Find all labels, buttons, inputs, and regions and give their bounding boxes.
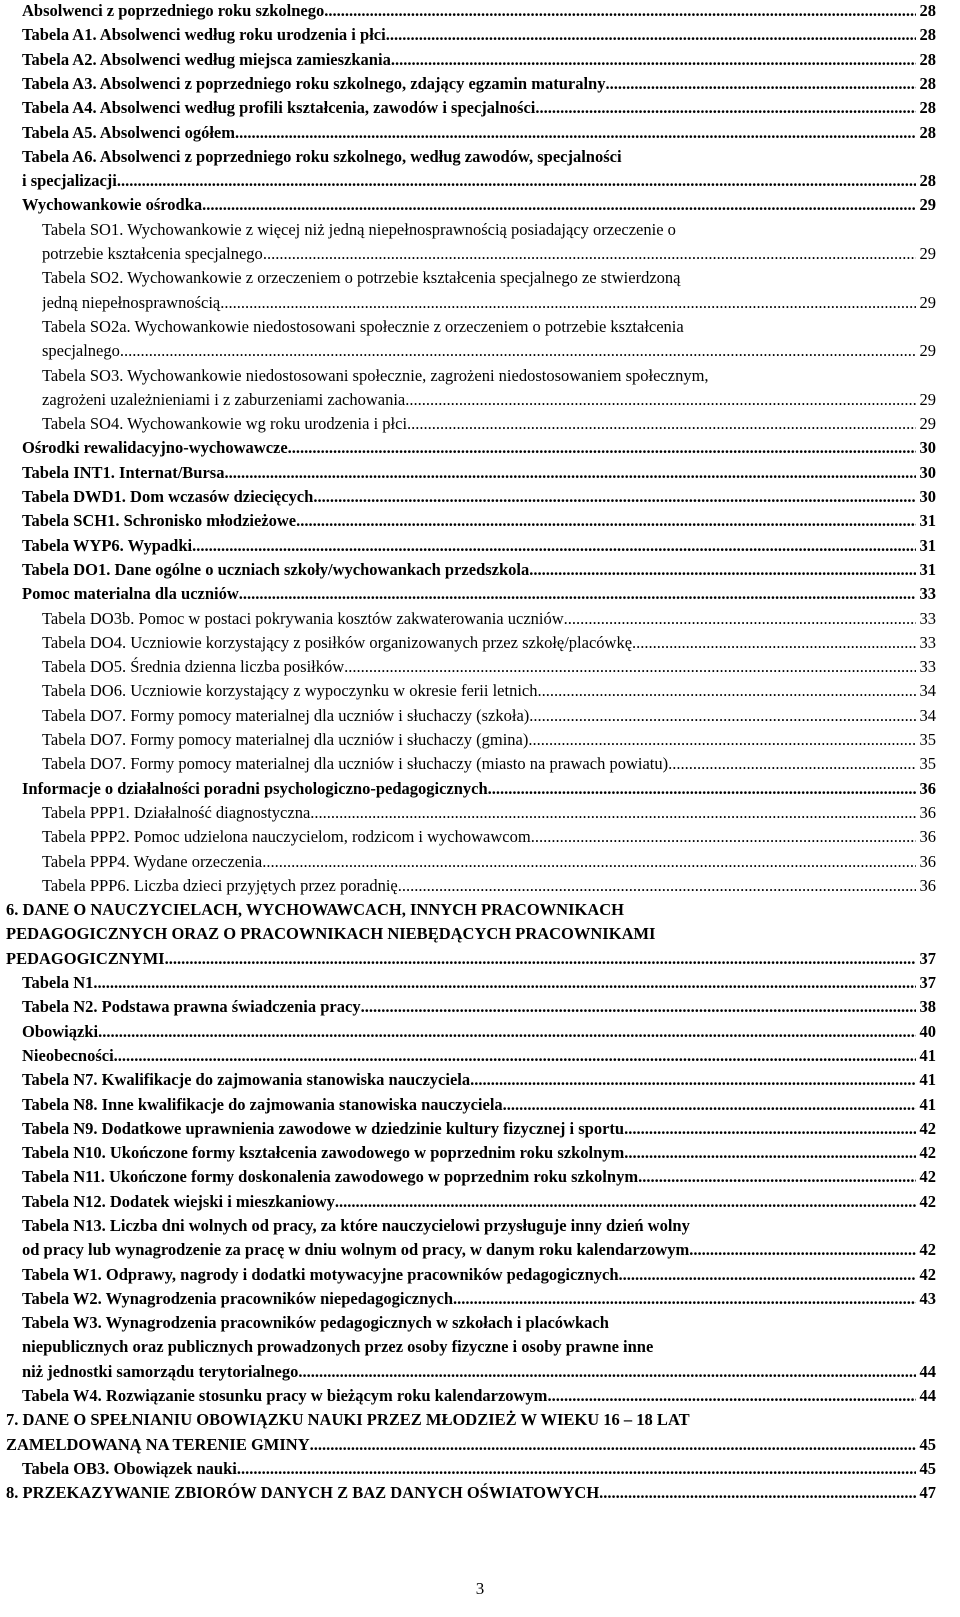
toc-entry[interactable] xyxy=(0,122,960,146)
toc-entry-title: Tabela SO2a. Wychowankowie niedostosowani społecznie z orzeczeniem o potrzebie kształcenia xyxy=(42,316,684,336)
dot-leader xyxy=(335,1191,916,1213)
toc-entry-title: Tabela DO5. Średnia dzienna liczba posiłków xyxy=(42,657,345,677)
toc-page-number: 40 xyxy=(919,1021,936,1041)
dot-leader xyxy=(398,875,916,897)
toc-page-number: 41 xyxy=(919,1045,936,1065)
dot-leader xyxy=(668,753,915,775)
toc-entry[interactable] xyxy=(0,1094,960,1118)
toc-entry-title: Tabela WYP6. Wypadki xyxy=(22,535,193,555)
toc-entry-title: Tabela PPP6. Liczba dzieci przyjętych przez poradnię xyxy=(42,875,398,895)
toc-entry[interactable] xyxy=(0,753,960,777)
toc-entry[interactable] xyxy=(0,875,960,899)
toc-entry[interactable] xyxy=(0,0,960,24)
dot-leader xyxy=(638,1166,915,1188)
toc-entry-title: niż jednostki samorządu terytorialnego xyxy=(22,1361,299,1381)
dot-leader xyxy=(503,1094,916,1116)
toc-entry[interactable] xyxy=(0,608,960,632)
toc-entry-title: Tabela N1 xyxy=(22,973,94,992)
toc-entry[interactable] xyxy=(0,802,960,826)
dot-leader xyxy=(220,292,915,314)
toc-entry[interactable] xyxy=(0,851,960,875)
toc-entry[interactable] xyxy=(0,1288,960,1312)
toc-page-number: 28 xyxy=(919,171,936,191)
dot-leader xyxy=(224,462,915,484)
toc-page-number: 43 xyxy=(919,1288,936,1308)
toc-entry-title: Tabela N7. Kwalifikacje do zajmowania stanowiska nauczyciela xyxy=(22,1070,471,1090)
toc-entry[interactable] xyxy=(0,680,960,704)
toc-entry[interactable] xyxy=(0,486,960,510)
page-number: 3 xyxy=(475,1579,485,1598)
toc-page-number: 42 xyxy=(919,1264,936,1284)
dot-leader xyxy=(310,1434,916,1456)
toc-page-number: 33 xyxy=(919,632,936,652)
toc-entry-title: 6. DANE O NAUCZYCIELACH, WYCHOWAWCACH, INNYCH PRACOWNIKACH xyxy=(6,900,625,920)
toc-page-number: 37 xyxy=(919,948,936,968)
dot-leader xyxy=(386,24,916,46)
toc-entry[interactable] xyxy=(0,899,960,972)
toc-entry-title: i specjalizacji xyxy=(22,171,117,191)
toc-page-number: 28 xyxy=(919,49,936,69)
toc-page-number: 35 xyxy=(919,730,936,749)
toc-page-number: 42 xyxy=(919,1143,936,1163)
dot-leader xyxy=(239,583,916,605)
toc-page-number: 42 xyxy=(919,1167,936,1187)
dot-leader xyxy=(93,972,915,994)
toc-entry[interactable] xyxy=(0,1458,960,1482)
toc-entry[interactable] xyxy=(0,73,960,97)
toc-entry-title: Tabela A2. Absolwenci według miejsca zamieszkania xyxy=(22,49,391,69)
toc-entry-title: niepublicznych oraz publicznych prowadzonych przez osoby fizyczne i osoby prawne inne xyxy=(22,1337,654,1357)
toc-page-number: 29 xyxy=(919,292,936,312)
dot-leader xyxy=(488,778,916,800)
dot-leader xyxy=(624,1142,915,1164)
dot-leader xyxy=(192,535,915,557)
toc-entry-title: Tabela SO2. Wychowankowie z orzeczeniem o potrzebie kształcenia specjalnego ze stwierdzoną xyxy=(42,268,681,288)
toc-entry-title: Tabela N12. Dodatek wiejski i mieszkaniowy xyxy=(22,1191,335,1211)
dot-leader xyxy=(263,243,916,265)
toc-entry-title: Tabela DWD1. Dom wczasów dziecięcych xyxy=(22,487,314,506)
toc-entry-title: od pracy lub wynagrodzenie za pracę w dniu wolnym od pracy, w danym roku kalendarzowym xyxy=(22,1240,690,1260)
toc-entry-title: Tabela DO7. Formy pomocy materialnej dla uczniów i słuchaczy (miasto na prawach powiatu) xyxy=(42,754,669,774)
toc-page-number: 47 xyxy=(919,1483,936,1503)
dot-leader xyxy=(120,340,916,362)
toc-entry[interactable] xyxy=(0,1021,960,1045)
toc-entry-title: Tabela DO6. Uczniowie korzystający z wypoczynku w okresie ferii letnich xyxy=(42,681,538,701)
toc-entry-title: Tabela DO1. Dane ogólne o uczniach szkoły/wychowankach przedszkola xyxy=(22,559,530,579)
toc-entry[interactable] xyxy=(0,583,960,607)
toc-entry-title: Tabela SCH1. Schronisko młodzieżowe xyxy=(22,511,297,531)
dot-leader xyxy=(535,97,915,119)
toc-page-number: 30 xyxy=(919,438,936,458)
toc-entry-title: Tabela W1. Odprawy, nagrody i dodatki motywacyjne pracowników pedagogicznych xyxy=(22,1264,619,1284)
toc-page-number: 38 xyxy=(919,997,936,1017)
toc-page-number: 41 xyxy=(919,1094,936,1114)
dot-leader xyxy=(262,851,915,873)
toc-page-number: 42 xyxy=(919,1118,936,1138)
toc-entry[interactable] xyxy=(0,97,960,121)
dot-leader xyxy=(361,996,916,1018)
toc-entry[interactable] xyxy=(0,24,960,48)
dot-leader xyxy=(619,1264,916,1286)
dot-leader xyxy=(114,1045,916,1067)
toc-page-number: 35 xyxy=(919,754,936,774)
toc-page-number: 33 xyxy=(919,657,936,677)
toc-entry[interactable] xyxy=(0,1069,960,1093)
toc-entry-title: Tabela A3. Absolwenci z poprzedniego roku szkolnego, zdający egzamin maturalny xyxy=(22,73,606,93)
toc-entry[interactable] xyxy=(0,559,960,583)
toc-entry[interactable] xyxy=(0,972,960,996)
toc-entry-title: jedną niepełnosprawnością xyxy=(42,292,221,312)
toc-entry-title: Tabela N9. Dodatkowe uprawnienia zawodowe w dziedzinie kultury fizycznej i sportu xyxy=(22,1118,625,1138)
toc-entry-title: Informacje o działalności poradni psychologiczno-pedagogicznych xyxy=(22,778,488,798)
dot-leader xyxy=(407,413,915,435)
toc-entry[interactable] xyxy=(0,462,960,486)
toc-page-number: 37 xyxy=(919,973,936,992)
toc-entry[interactable] xyxy=(0,267,960,316)
toc-entry-title: Tabela W4. Rozwiązanie stosunku pracy w bieżącym roku kalendarzowym xyxy=(22,1386,548,1406)
toc-entry[interactable] xyxy=(0,146,960,195)
toc-entry-title: Tabela PPP1. Działalność diagnostyczna xyxy=(42,802,311,822)
toc-entry-title: Tabela DO7. Formy pomocy materialnej dla uczniów i słuchaczy (szkoła) xyxy=(42,705,530,725)
dot-leader xyxy=(470,1069,915,1091)
toc-entry-title: Tabela PPP2. Pomoc udzielona nauczycielom, rodzicom i wychowawcom xyxy=(42,827,531,847)
toc-entry-title: Tabela A1. Absolwenci według roku urodzenia i płci xyxy=(22,25,386,45)
toc-entry-title: specjalnego xyxy=(42,341,120,361)
toc-entry-title: Tabela N11. Ukończone formy doskonalenia zawodowego w poprzednim roku szkolnym xyxy=(22,1167,639,1187)
toc-page-number: 28 xyxy=(919,73,936,93)
toc-entry-title: 8. PRZEKAZYWANIE ZBIORÓW DANYCH Z BAZ DANYCH OŚWIATOWYCH xyxy=(6,1483,600,1503)
toc-entry[interactable] xyxy=(0,219,960,268)
toc-page-number: 31 xyxy=(919,535,936,555)
toc-entry-title: Tabela DO4. Uczniowie korzystający z posiłków organizowanych przez szkołę/placówkę xyxy=(42,632,633,652)
toc-page-number: 45 xyxy=(919,1434,936,1454)
dot-leader xyxy=(564,608,916,630)
toc-entry-title: Pomoc materialna dla uczniów xyxy=(22,584,239,604)
toc-page-number: 34 xyxy=(919,705,936,725)
toc-page-number: 33 xyxy=(919,608,936,628)
toc-page-number: 33 xyxy=(919,584,936,604)
dot-leader xyxy=(599,1482,915,1504)
dot-leader xyxy=(237,1458,916,1480)
toc-page-number: 29 xyxy=(919,243,936,263)
toc-entry[interactable] xyxy=(0,656,960,680)
dot-leader xyxy=(324,0,915,22)
toc-entry[interactable] xyxy=(0,365,960,414)
dot-leader xyxy=(538,680,916,702)
toc-page-number: 29 xyxy=(919,341,936,361)
dot-leader xyxy=(98,1021,915,1043)
dot-leader xyxy=(296,510,915,532)
toc-entry-title: Tabela SO1. Wychowankowie z więcej niż jedną niepełnosprawnością posiadający orzeczenie o xyxy=(42,219,676,239)
toc-page-number: 28 xyxy=(919,25,936,45)
toc-entry[interactable] xyxy=(0,1166,960,1190)
toc-entry-title: Tabela W3. Wynagrodzenia pracowników pedagogicznych w szkołach i placówkach xyxy=(22,1313,609,1333)
toc-entry[interactable] xyxy=(0,1264,960,1288)
toc-page-number: 36 xyxy=(919,851,936,871)
toc-page-number: 44 xyxy=(919,1386,936,1406)
toc-entry-title: Wychowankowie ośrodka xyxy=(22,195,203,215)
toc-entry[interactable] xyxy=(0,1191,960,1215)
dot-leader xyxy=(531,826,916,848)
toc-entry-title: Absolwenci z poprzedniego roku szkolnego xyxy=(22,1,325,20)
toc-entry[interactable] xyxy=(0,1142,960,1166)
dot-leader xyxy=(529,705,915,727)
toc-page-number: 42 xyxy=(919,1191,936,1211)
toc-entry[interactable] xyxy=(0,437,960,461)
toc-entry-title: Tabela N8. Inne kwalifikacje do zajmowania stanowiska nauczyciela xyxy=(22,1094,503,1114)
toc-entry-title: Nieobecności xyxy=(22,1045,114,1065)
toc-entry-title: Tabela N10. Ukończone formy kształcenia zawodowego w poprzednim roku szkolnym xyxy=(22,1143,625,1163)
toc-entry[interactable] xyxy=(0,316,960,365)
toc-page-number: 30 xyxy=(919,487,936,506)
toc-entry[interactable] xyxy=(0,1118,960,1142)
dot-leader xyxy=(632,632,915,654)
toc-entry[interactable] xyxy=(0,1215,960,1264)
toc-page-number: 28 xyxy=(919,1,936,20)
dot-leader xyxy=(235,122,916,144)
toc-entry[interactable] xyxy=(0,413,960,437)
toc-entry-title: Tabela W2. Wynagrodzenia pracowników niepedagogicznych xyxy=(22,1288,454,1308)
toc-entry-title: Tabela N13. Liczba dni wolnych od pracy, za które nauczycielowi przysługuje inny dzień wolny xyxy=(22,1216,690,1235)
toc-page-number: 29 xyxy=(919,414,936,434)
toc-entry[interactable] xyxy=(0,1312,960,1385)
dot-leader xyxy=(528,729,915,751)
toc-page-number: 42 xyxy=(919,1240,936,1260)
dot-leader xyxy=(689,1239,915,1261)
toc-entry[interactable] xyxy=(0,778,960,802)
dot-leader xyxy=(165,948,916,970)
toc-entry[interactable] xyxy=(0,1045,960,1069)
dot-leader xyxy=(310,802,915,824)
dot-leader xyxy=(405,389,915,411)
toc-page-number: 31 xyxy=(919,511,936,531)
toc-entry[interactable] xyxy=(0,632,960,656)
toc-page-number: 36 xyxy=(919,875,936,895)
toc-page-number: 28 xyxy=(919,98,936,118)
toc-entry[interactable] xyxy=(0,1385,960,1409)
toc-entry-title: Tabela A5. Absolwenci ogółem xyxy=(22,122,235,142)
toc-page-number: 44 xyxy=(919,1361,936,1381)
toc-entry-title: Obowiązki xyxy=(22,1021,99,1041)
toc-page-number: 30 xyxy=(919,462,936,482)
toc-entry-title: PEDAGOGICZNYCH ORAZ O PRACOWNIKACH NIEBĘDĄCYCH PRACOWNIKAMI xyxy=(6,924,656,944)
dot-leader xyxy=(313,486,915,508)
toc-entry-title: ZAMELDOWANĄ NA TERENIE GMINY xyxy=(6,1434,310,1454)
toc-entry-title: Tabela OB3. Obowiązek nauki xyxy=(22,1459,237,1478)
toc-page-number: 31 xyxy=(919,559,936,579)
dot-leader xyxy=(547,1385,915,1407)
toc-entry[interactable] xyxy=(0,705,960,729)
toc-entry-title: Tabela PPP4. Wydane orzeczenia xyxy=(42,851,263,871)
toc-page-number: 28 xyxy=(919,122,936,142)
dot-leader xyxy=(529,559,915,581)
dot-leader xyxy=(298,1361,915,1383)
dot-leader xyxy=(117,170,916,192)
toc-entry-title: Tabela A4. Absolwenci według profili kształcenia, zawodów i specjalności xyxy=(22,98,536,118)
toc-entry-title: PEDAGOGICZNYMI xyxy=(6,948,165,968)
dot-leader xyxy=(624,1118,915,1140)
toc-entry-title: potrzebie kształcenia specjalnego xyxy=(42,243,263,263)
toc-entry-title: Tabela N2. Podstawa prawna świadczenia pracy xyxy=(22,997,361,1017)
dot-leader xyxy=(605,73,915,95)
toc-page-number: 29 xyxy=(919,389,936,409)
toc-entry[interactable] xyxy=(0,510,960,534)
toc-entry-title: Tabela SO4. Wychowankowie wg roku urodzenia i płci xyxy=(42,414,408,434)
toc-entry[interactable] xyxy=(0,1482,960,1506)
toc-entry-title: zagrożeni uzależnieniami i z zaburzeniami zachowania xyxy=(42,389,406,409)
toc-entry-title: Ośrodki rewalidacyjno-wychowawcze xyxy=(22,438,288,458)
toc-entry[interactable] xyxy=(0,826,960,850)
toc-entry-title: Tabela A6. Absolwenci z poprzedniego roku szkolnego, według zawodów, specjalności xyxy=(22,146,622,166)
toc-entry-title: 7. DANE O SPEŁNIANIU OBOWIĄZKU NAUKI PRZEZ MŁODZIEŻ W WIEKU 16 – 18 LAT xyxy=(6,1410,690,1430)
toc-page-number: 29 xyxy=(919,195,936,215)
dot-leader xyxy=(288,437,916,459)
toc-page-number: 36 xyxy=(919,802,936,822)
toc-page-number: 36 xyxy=(919,827,936,847)
toc-entry-title: Tabela DO7. Formy pomocy materialnej dla uczniów i słuchaczy (gmina) xyxy=(42,730,529,749)
toc-entry-title: Tabela DO3b. Pomoc w postaci pokrywania kosztów zakwaterowania uczniów xyxy=(42,608,564,628)
dot-leader xyxy=(391,49,916,71)
toc-entry[interactable] xyxy=(0,535,960,559)
toc-entry[interactable] xyxy=(0,996,960,1020)
toc-page-number: 34 xyxy=(919,681,936,701)
dot-leader xyxy=(344,656,915,678)
toc-page-number: 36 xyxy=(919,778,936,798)
toc-entry[interactable] xyxy=(0,49,960,73)
toc-page-number: 41 xyxy=(919,1070,936,1090)
toc-entry[interactable] xyxy=(0,1409,960,1458)
dot-leader xyxy=(202,194,915,216)
toc-page-number: 45 xyxy=(919,1459,936,1478)
toc-entry[interactable] xyxy=(0,729,960,753)
toc-entry-title: Tabela SO3. Wychowankowie niedostosowani społecznie, zagrożeni niedostosowaniem społecznym, xyxy=(42,365,709,385)
toc-entry[interactable] xyxy=(0,194,960,218)
toc-entry-title: Tabela INT1. Internat/Bursa xyxy=(22,462,225,482)
dot-leader xyxy=(453,1288,915,1310)
